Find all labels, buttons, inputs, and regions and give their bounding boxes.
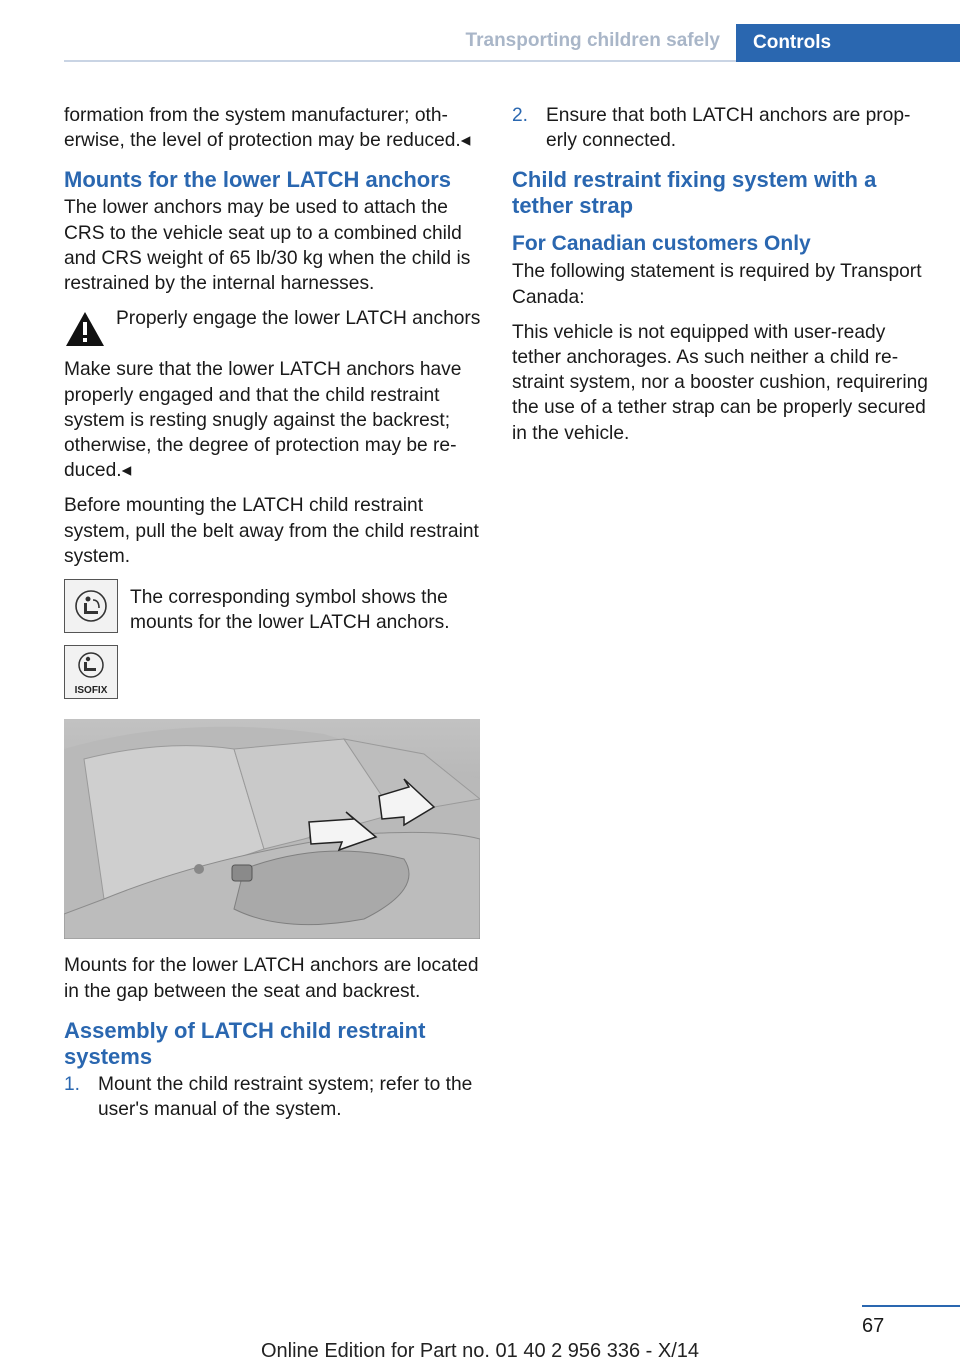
isofix-icon — [64, 645, 118, 699]
vehicle-paragraph: This vehicle is not equipped with user-ready tether anchorages. As such neither a child restraint system, nor a booster cushion, requirering the use of a tether strap can be properly secured in the vehicle. — [512, 321, 928, 444]
header-tab-controls: Controls — [736, 24, 960, 62]
heading-tether: Child restraint fixing system with a tether strap — [512, 167, 877, 219]
warning-body: Make sure that the lower LATCH anchors have properly engaged and that the child restraint system is resting snugly against the backrest; otherwise, the degree of protection may be reduced.◂ — [64, 359, 462, 482]
footer-rule — [862, 1305, 960, 1307]
child-seat-anchor-icon — [64, 579, 118, 633]
isofix-label: ISOFIX — [74, 685, 108, 697]
right-column — [512, 103, 932, 456]
symbol-row — [64, 579, 482, 635]
page-number: 67 — [862, 1315, 885, 1337]
edition-footer: Online Edition for Part no. 01 40 2 956 336 - X/14 — [260, 1340, 700, 1362]
step-number: 2. — [512, 105, 529, 126]
intro-paragraph: formation from the system manufacturer; otherwise, the level of protection may be reduced.◂ — [64, 105, 471, 152]
heading-mounts: Mounts for the lower LATCH anchors — [64, 167, 452, 193]
photo-caption: Mounts for the lower LATCH anchors are located in the gap between the seat and backrest. — [64, 955, 479, 1002]
statement-paragraph: The following statement is required by Transport Canada: — [512, 261, 922, 308]
assembly-steps-continued — [512, 103, 932, 153]
mounts-paragraph: The lower anchors may be used to attach the CRS to the vehicle seat up to a combined child and CRS weight of 65 lb/30 kg when the child is restrained by the internal harnesses. — [64, 197, 471, 295]
step-number: 1. — [64, 1073, 81, 1095]
symbol-description: The corresponding symbol shows the mounts for the lower LATCH anchors. — [130, 587, 450, 634]
left-column — [64, 103, 482, 1132]
warning-triangle-icon — [64, 306, 116, 355]
warning-block — [64, 306, 482, 355]
list-item — [64, 1072, 482, 1122]
heading-assembly: Assembly of LATCH child restraint systems — [64, 1017, 426, 1069]
step-text: Mount the child restraint system; refer to the user's manual of the system. — [98, 1073, 473, 1121]
warning-title: Properly engage the lower LATCH anchors — [116, 308, 481, 330]
header-section-title: Transporting children safely — [465, 30, 720, 51]
list-item — [512, 103, 932, 153]
rear-seat-photo — [64, 719, 480, 939]
heading-canada: For Canadian customers Only — [512, 232, 811, 256]
assembly-steps — [64, 1072, 482, 1122]
before-mounting-paragraph: Before mounting the LATCH child restraint system, pull the belt away from the child restraint system. — [64, 495, 479, 567]
step-text: Ensure that both LATCH anchors are properly connected. — [546, 105, 911, 152]
